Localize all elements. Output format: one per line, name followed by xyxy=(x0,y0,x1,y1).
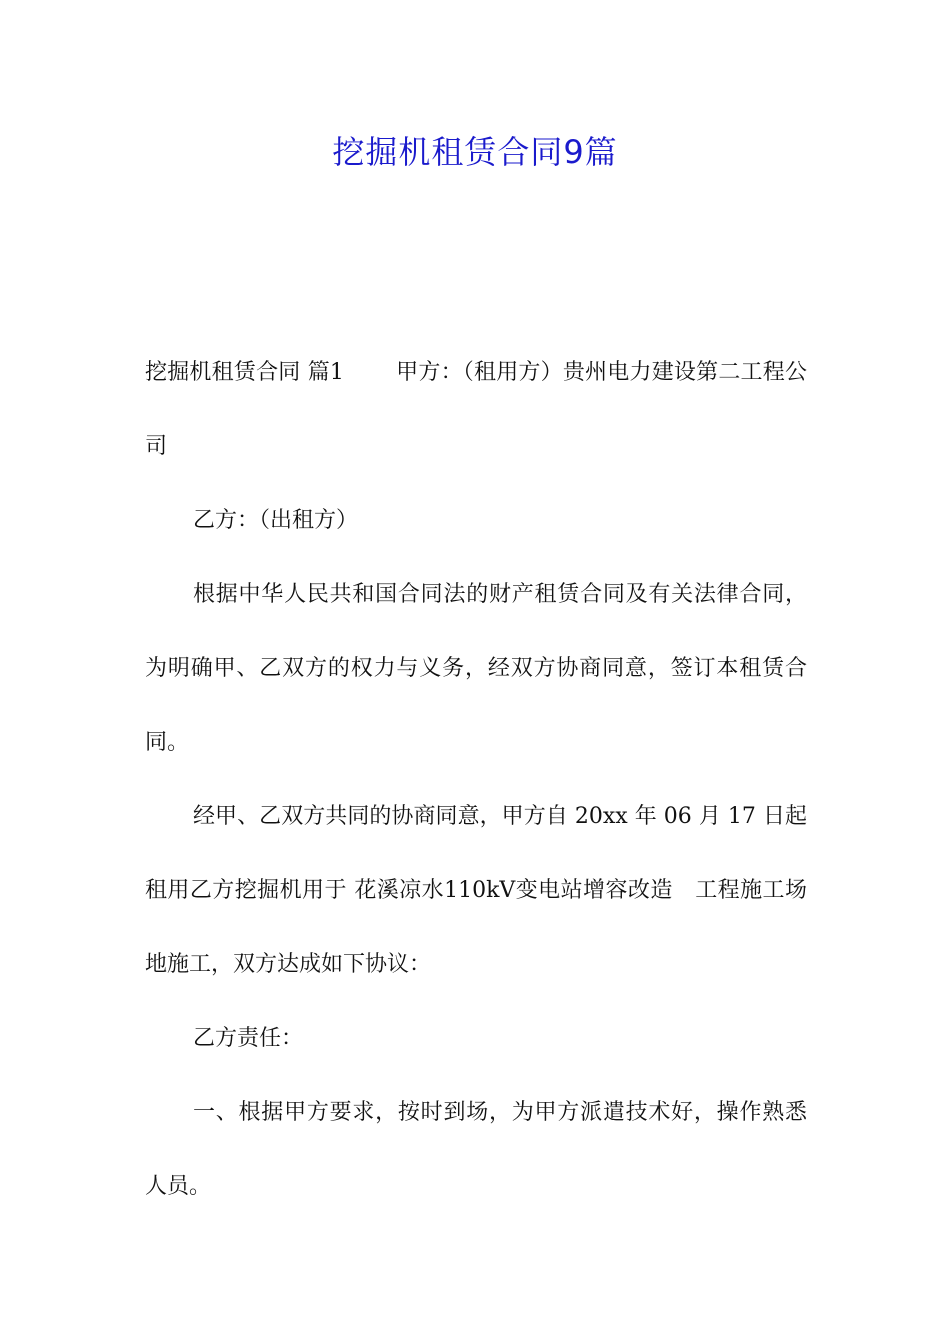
document-body xyxy=(145,336,807,1224)
paragraph-basis: 根据中华人民共和国合同法的财产租赁合同及有关法律合同，为明确甲、乙双方的权力与义务，经双方协商同意，签订本租赁合同。 xyxy=(145,582,807,755)
document-title: 挖掘机租赁合同9篇 xyxy=(332,133,618,171)
duty-item-1: 一、根据甲方要求，按时到场，为甲方派遣技术好，操作熟悉人员。 xyxy=(145,1100,807,1199)
opening-paragraph xyxy=(145,336,807,484)
party-b-duties-heading: 乙方责任： xyxy=(193,1026,304,1051)
party-a-line: 甲方：（租用方）贵州电力建设第二工程公司 xyxy=(145,360,807,459)
paragraph-agreement: 经甲、乙双方共同的协商同意，甲方自 20xx 年 06 月 17 日起租用乙方挖掘机用于 花溪凉水110kV变电站增容改造 工程施工场地施工，双方达成如下协议： xyxy=(145,804,807,977)
section-heading: 挖掘机租赁合同 篇1 xyxy=(145,360,344,385)
party-b-line: 乙方：（出租方） xyxy=(193,508,359,533)
